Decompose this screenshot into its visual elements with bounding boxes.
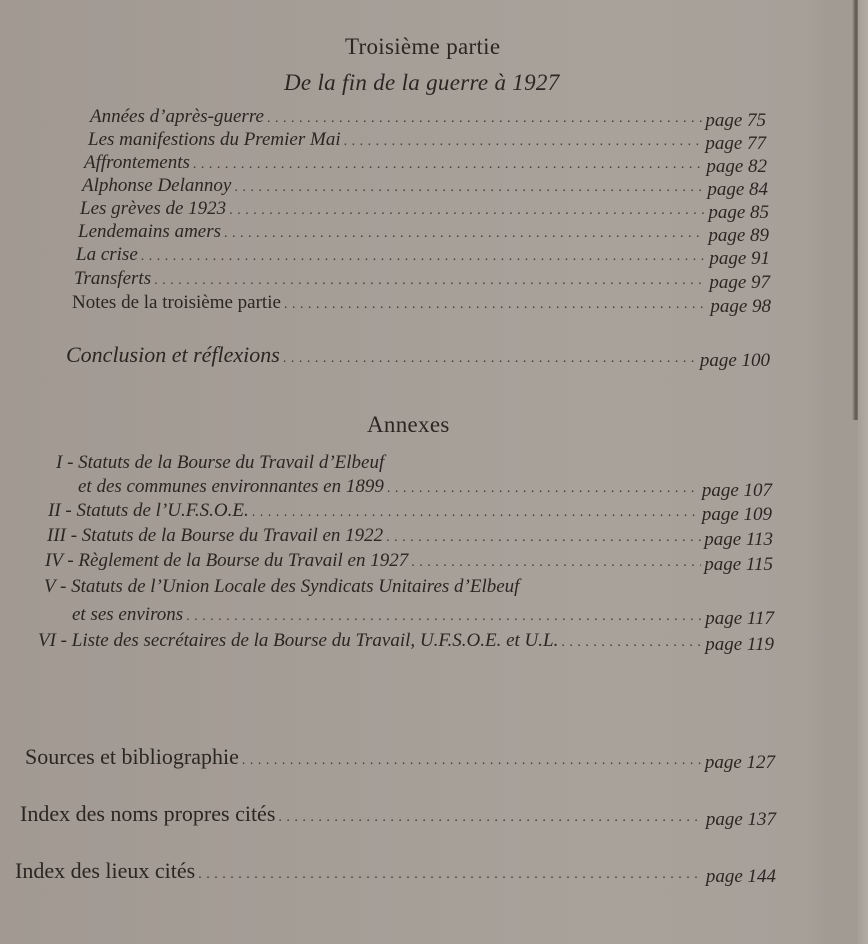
part-title: Troisième partie xyxy=(345,34,501,59)
toc-entry[interactable] xyxy=(72,292,771,317)
toc-entry-label: Affrontements xyxy=(84,152,190,173)
toc-entry-sources[interactable] xyxy=(25,744,775,773)
dot-leader xyxy=(387,481,699,497)
toc-entry-label: Les grèves de 1923 xyxy=(80,198,227,219)
toc-entry-page: page 115 xyxy=(704,554,773,575)
toc-entry[interactable] xyxy=(45,550,773,575)
toc-entry-page: page 82 xyxy=(706,156,767,177)
toc-entry[interactable] xyxy=(80,198,769,223)
dot-leader xyxy=(561,635,702,651)
toc-entry-conclusion[interactable] xyxy=(66,342,770,371)
dot-leader xyxy=(278,810,702,826)
dot-leader xyxy=(242,753,702,769)
toc-entry-page: page 107 xyxy=(701,480,772,501)
toc-entry[interactable] xyxy=(84,152,767,177)
toc-entry[interactable] xyxy=(47,525,773,550)
dot-leader xyxy=(284,297,707,313)
dot-leader xyxy=(229,203,705,219)
toc-entry-label: Lendemains amers xyxy=(78,221,222,242)
toc-entry-page: page 77 xyxy=(705,133,766,154)
dot-leader xyxy=(198,867,703,883)
toc-entry-page: page 113 xyxy=(704,529,773,550)
toc-entry-label: et des communes environnantes en 1899 xyxy=(78,476,384,497)
annexes-title: Annexes xyxy=(367,412,450,437)
dot-leader xyxy=(234,180,704,196)
toc-entry-page: page 144 xyxy=(705,866,776,887)
toc-entry[interactable] xyxy=(78,221,769,246)
dot-leader xyxy=(386,530,701,546)
toc-entry-label: IV - Règlement de la Bourse du Travail en 1927 xyxy=(45,550,409,571)
toc-entry-label-line1: V - Statuts de l’Union Locale des Syndicats Unitaires d’Elbeuf xyxy=(44,576,520,597)
dot-leader xyxy=(193,157,703,173)
toc-entry-page: page 137 xyxy=(705,809,776,830)
toc-entry[interactable] xyxy=(78,476,772,501)
dot-leader xyxy=(267,111,702,127)
toc-entry-label: Années d’après-guerre xyxy=(90,106,264,127)
toc-entry-label: La crise xyxy=(76,244,138,265)
toc-entry[interactable] xyxy=(88,129,766,154)
toc-entry-page: page 119 xyxy=(705,634,774,655)
toc-entry-label: Les manifestions du Premier Mai xyxy=(88,129,341,150)
toc-entry-label: Transferts xyxy=(74,268,152,289)
part-subtitle: De la fin de la guerre à 1927 xyxy=(284,70,560,95)
dot-leader xyxy=(186,609,702,625)
toc-entry-label-line1: I - Statuts de la Bourse du Travail d’Elbeuf xyxy=(56,452,385,473)
toc-entry-page: page 109 xyxy=(701,504,772,525)
toc-entry-label: VI - Liste des secrétaires de la Bourse du Travail, U.F.S.O.E. et U.L. xyxy=(38,630,559,651)
dot-leader xyxy=(283,351,697,367)
toc-entry[interactable] xyxy=(74,268,770,293)
toc-entry-page: page 89 xyxy=(708,225,769,246)
toc-entry-label: Notes de la troisième partie xyxy=(72,292,281,313)
toc-entry[interactable] xyxy=(82,175,768,200)
toc-entry-label: Alphonse Delannoy xyxy=(82,175,232,196)
toc-entry-label: II - Statuts de l’U.F.S.O.E. xyxy=(48,500,249,521)
toc-entry[interactable] xyxy=(90,106,766,131)
toc-entry[interactable] xyxy=(48,500,772,525)
toc-entry[interactable] xyxy=(76,244,770,269)
toc-entry-label: et ses environs xyxy=(72,604,184,625)
dot-leader xyxy=(252,505,699,521)
toc-entry-label: Sources et bibliographie xyxy=(25,744,239,769)
dot-leader xyxy=(411,555,701,571)
toc-entry-label: III - Statuts de la Bourse du Travail en 1922 xyxy=(47,525,384,546)
toc-entry-label: Conclusion et réflexions xyxy=(66,342,280,367)
dot-leader xyxy=(344,134,703,150)
toc-entry[interactable] xyxy=(38,630,774,655)
toc-entry[interactable] xyxy=(72,604,774,629)
toc-entry-page: page 100 xyxy=(699,350,770,371)
dot-leader xyxy=(154,273,706,289)
toc-entry-page: page 97 xyxy=(709,272,770,293)
toc-entry-page: page 98 xyxy=(710,296,771,317)
toc-entry-page: page 117 xyxy=(705,608,774,629)
dot-leader xyxy=(141,249,707,265)
page-edge xyxy=(858,0,868,944)
toc-entry-page: page 84 xyxy=(707,179,768,200)
toc-entry-page: page 127 xyxy=(704,752,775,773)
toc-entry-label: Index des noms propres cités xyxy=(20,801,276,826)
toc-entry-label: Index des lieux cités xyxy=(15,858,196,883)
dot-leader xyxy=(224,226,705,242)
toc-entry-index-places[interactable] xyxy=(15,858,776,887)
toc-entry-page: page 85 xyxy=(708,202,769,223)
toc-entry-page: page 91 xyxy=(709,248,770,269)
toc-entry-page: page 75 xyxy=(705,110,766,131)
toc-entry-index-names[interactable] xyxy=(20,801,776,830)
